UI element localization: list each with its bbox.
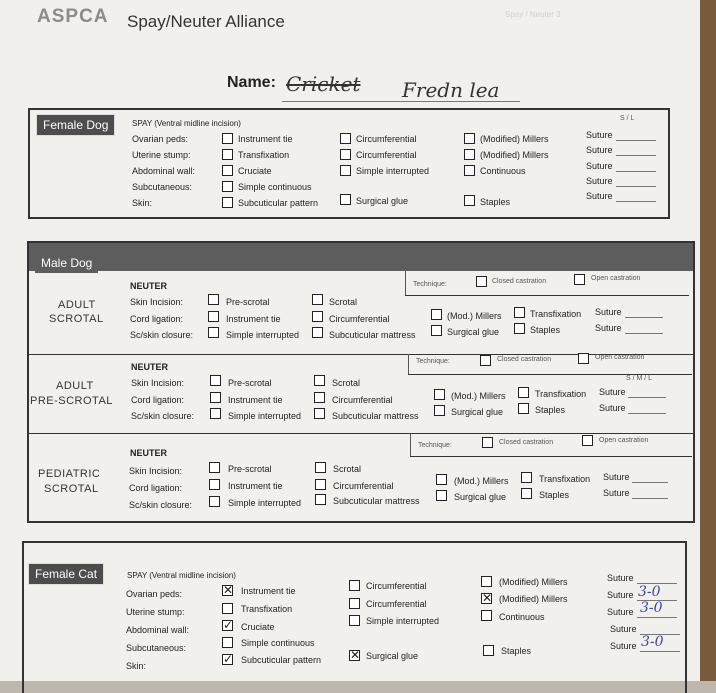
option-label: (Modified) Millers bbox=[499, 594, 568, 604]
option-label: Instrument tie bbox=[228, 481, 283, 491]
checkbox[interactable] bbox=[476, 276, 487, 287]
checkbox[interactable] bbox=[518, 403, 529, 414]
suture-label: Suture bbox=[610, 624, 637, 634]
suture-label: Suture bbox=[586, 130, 613, 140]
size-label: S / M / L bbox=[626, 375, 653, 382]
option-label: Simple interrupted bbox=[228, 411, 302, 421]
checkbox[interactable] bbox=[349, 615, 360, 626]
suture-label: Suture bbox=[599, 403, 626, 413]
row-label: Skin Incision: bbox=[129, 466, 183, 476]
neuter-label: NEUTER bbox=[130, 448, 168, 458]
option-label: Transfixation bbox=[241, 604, 293, 614]
checkbox[interactable] bbox=[434, 405, 445, 416]
option-label: Instrument tie bbox=[226, 314, 281, 324]
checkbox[interactable] bbox=[482, 437, 493, 448]
fc-row-label: Skin: bbox=[126, 661, 147, 671]
option-label: (Mod.) Millers bbox=[451, 391, 506, 401]
sub-divider bbox=[27, 354, 693, 355]
sub-name: ADULT bbox=[58, 299, 96, 311]
open-castration-label: Open castration bbox=[599, 437, 649, 444]
aspca-logo: ASPCA bbox=[37, 6, 109, 27]
checkbox[interactable] bbox=[481, 610, 492, 621]
option-label: Circumferential bbox=[356, 134, 417, 144]
checkbox[interactable] bbox=[222, 149, 233, 160]
option-label: Simple interrupted bbox=[228, 498, 302, 508]
option-label: Cruciate bbox=[238, 166, 272, 176]
option-label: Subcuticular mattress bbox=[332, 411, 419, 421]
row-label: Cord ligation: bbox=[131, 395, 185, 405]
checkbox[interactable] bbox=[480, 355, 491, 366]
checkbox[interactable] bbox=[431, 325, 442, 336]
checkbox[interactable] bbox=[210, 408, 221, 419]
option-label: Circumferential bbox=[333, 481, 394, 491]
checkbox[interactable] bbox=[312, 294, 323, 305]
fc-row-label: Uterine stump: bbox=[126, 607, 185, 617]
suture-label: Suture bbox=[607, 590, 634, 600]
checkbox[interactable] bbox=[315, 479, 326, 490]
female-cat-title: Female Cat bbox=[28, 563, 104, 585]
checkbox[interactable] bbox=[578, 353, 589, 364]
option-label: Circumferential bbox=[332, 395, 393, 405]
suture-label: Suture bbox=[603, 488, 630, 498]
suture-line[interactable] bbox=[616, 186, 656, 187]
open-castration-label: Open castration bbox=[591, 275, 641, 282]
option-label: Pre-scrotal bbox=[228, 378, 272, 388]
option-label: Pre-scrotal bbox=[228, 464, 272, 474]
closed-castration-label: Closed castration bbox=[499, 439, 554, 446]
checkbox[interactable] bbox=[431, 309, 442, 320]
checkbox[interactable] bbox=[208, 294, 219, 305]
suture-line[interactable] bbox=[616, 201, 656, 202]
option-label: Pre-scrotal bbox=[226, 297, 270, 307]
option-label: Subcuticular mattress bbox=[333, 496, 420, 506]
checkbox[interactable] bbox=[209, 479, 220, 490]
suture-line[interactable] bbox=[616, 171, 656, 172]
option-label: (Modified) Millers bbox=[499, 577, 568, 587]
option-label: Simple interrupted bbox=[356, 166, 430, 176]
option-label: Surgical glue bbox=[447, 327, 500, 337]
checkbox[interactable] bbox=[210, 392, 221, 403]
option-label: Circumferential bbox=[356, 150, 417, 160]
faint-header-text: Spay / Neuter 3 bbox=[505, 10, 561, 19]
checkbox[interactable] bbox=[518, 387, 529, 398]
checkbox[interactable] bbox=[315, 494, 326, 505]
sub-name: ADULT bbox=[56, 380, 94, 392]
open-castration-label: Open castration bbox=[595, 354, 645, 361]
option-label: Simple continuous bbox=[238, 182, 312, 192]
female-dog-spay-heading: SPAY (Ventral midline incision) bbox=[132, 119, 241, 128]
checkbox[interactable] bbox=[464, 133, 475, 144]
checkbox[interactable] bbox=[222, 637, 233, 648]
checkbox[interactable] bbox=[314, 408, 325, 419]
option-label: Transfixation bbox=[535, 389, 587, 399]
handwritten-suture-size: 3-0 bbox=[640, 600, 663, 616]
fc-row-label: Ovarian peds: bbox=[126, 589, 183, 599]
checkbox[interactable] bbox=[222, 133, 233, 144]
option-label: Staples bbox=[535, 405, 566, 415]
option-label: Instrument tie bbox=[228, 395, 283, 405]
suture-line[interactable] bbox=[616, 155, 656, 156]
checkbox[interactable] bbox=[464, 149, 475, 160]
suture-label: Suture bbox=[595, 323, 622, 333]
option-label: Scrotal bbox=[333, 464, 362, 474]
suture-label: Suture bbox=[586, 145, 613, 155]
checkbox-checked[interactable]: ✓ bbox=[223, 652, 234, 666]
option-label: (Modified) Millers bbox=[480, 150, 549, 160]
suture-line[interactable] bbox=[616, 140, 656, 141]
technique-underline bbox=[405, 295, 689, 296]
fd-row-label: Abdominal wall: bbox=[132, 166, 196, 176]
checkbox[interactable] bbox=[222, 165, 233, 176]
neuter-label: NEUTER bbox=[130, 281, 168, 291]
option-label: Staples bbox=[480, 197, 511, 207]
row-label: Sc/skin closure: bbox=[131, 411, 195, 421]
row-label: Sc/skin closure: bbox=[129, 500, 193, 510]
handwritten-suture-size: 3-0 bbox=[638, 584, 661, 600]
checkbox[interactable] bbox=[349, 580, 360, 591]
fd-row-label: Skin: bbox=[132, 198, 153, 208]
option-label: Staples bbox=[539, 490, 570, 500]
option-label: Instrument tie bbox=[238, 134, 293, 144]
technique-divider bbox=[408, 354, 409, 374]
row-label: Sc/skin closure: bbox=[130, 330, 194, 340]
technique-label: Technique: bbox=[413, 281, 447, 288]
row-label: Skin Incision: bbox=[131, 378, 185, 388]
option-label: Circumferential bbox=[366, 581, 427, 591]
checkbox[interactable] bbox=[349, 598, 360, 609]
checkbox[interactable] bbox=[574, 274, 585, 285]
option-label: Transfixation bbox=[539, 474, 591, 484]
checkbox[interactable] bbox=[312, 327, 323, 338]
checkbox[interactable] bbox=[514, 307, 525, 318]
sub-divider bbox=[27, 433, 693, 434]
checkbox[interactable] bbox=[434, 389, 445, 400]
table-edge bbox=[700, 0, 716, 681]
fc-row-label: Subcutaneous: bbox=[126, 643, 187, 653]
suture-label: Suture bbox=[607, 573, 634, 583]
suture-label: Suture bbox=[586, 161, 613, 171]
handwritten-suture-size: 3-0 bbox=[641, 634, 664, 650]
fd-row-label: Subcutaneous: bbox=[132, 182, 193, 192]
name-handwritten: Fredn lea bbox=[402, 78, 500, 102]
checkbox[interactable] bbox=[521, 488, 532, 499]
technique-label: Technique: bbox=[418, 442, 452, 449]
closed-castration-label: Closed castration bbox=[497, 356, 552, 363]
checkbox-checked[interactable]: ✕ bbox=[482, 591, 493, 605]
fd-row-label: Uterine stump: bbox=[132, 150, 191, 160]
sub-name: PRE-SCROTAL bbox=[30, 395, 113, 407]
option-label: Continuous bbox=[499, 612, 545, 622]
technique-underline bbox=[410, 456, 692, 457]
suture-line[interactable] bbox=[625, 333, 663, 334]
technique-label: Technique: bbox=[416, 358, 450, 365]
option-label: Transfixation bbox=[238, 150, 290, 160]
checkbox[interactable] bbox=[208, 327, 219, 338]
checkbox[interactable] bbox=[222, 603, 233, 614]
suture-line[interactable] bbox=[632, 482, 668, 483]
checkbox[interactable] bbox=[464, 165, 475, 176]
option-label: Simple interrupted bbox=[226, 330, 300, 340]
name-underline bbox=[282, 101, 520, 102]
checkbox[interactable] bbox=[314, 392, 325, 403]
fc-row-label: Abdominal wall: bbox=[126, 625, 190, 635]
checkbox[interactable] bbox=[481, 576, 492, 587]
option-label: Surgical glue bbox=[356, 196, 409, 206]
closed-castration-label: Closed castration bbox=[492, 278, 547, 285]
checkbox[interactable] bbox=[483, 645, 494, 656]
suture-label: Suture bbox=[607, 607, 634, 617]
checkbox[interactable] bbox=[436, 474, 447, 485]
option-label: Scrotal bbox=[329, 297, 358, 307]
option-label: Cruciate bbox=[241, 622, 275, 632]
suture-label: Suture bbox=[603, 472, 630, 482]
female-dog-size: S / L bbox=[620, 115, 635, 122]
option-label: Transfixation bbox=[530, 309, 582, 319]
option-label: Staples bbox=[501, 646, 532, 656]
checkbox[interactable] bbox=[222, 181, 233, 192]
option-label: Surgical glue bbox=[451, 407, 504, 417]
checkbox[interactable] bbox=[514, 323, 525, 334]
suture-label: Suture bbox=[586, 176, 613, 186]
checkbox[interactable] bbox=[208, 311, 219, 322]
name-label: Name: bbox=[227, 74, 276, 91]
option-label: Subcuticular pattern bbox=[238, 198, 319, 208]
checkbox[interactable] bbox=[521, 472, 532, 483]
row-label: Cord ligation: bbox=[130, 314, 184, 324]
suture-label: Suture bbox=[610, 641, 637, 651]
fd-row-label: Ovarian peds: bbox=[132, 134, 189, 144]
checkbox[interactable] bbox=[209, 462, 220, 473]
checkbox[interactable] bbox=[464, 195, 475, 206]
suture-line[interactable] bbox=[632, 498, 668, 499]
option-label: (Mod.) Millers bbox=[454, 476, 509, 486]
checkbox[interactable] bbox=[315, 462, 326, 473]
option-label: Staples bbox=[530, 325, 561, 335]
male-dog-header-bar bbox=[29, 243, 693, 271]
option-label: (Mod.) Millers bbox=[447, 311, 502, 321]
suture-line[interactable] bbox=[628, 397, 666, 398]
option-label: Continuous bbox=[480, 166, 526, 176]
checkbox[interactable] bbox=[312, 311, 323, 322]
option-label: Instrument tie bbox=[241, 586, 296, 596]
suture-line[interactable] bbox=[625, 317, 663, 318]
checkbox[interactable] bbox=[340, 149, 351, 160]
suture-line[interactable] bbox=[637, 617, 677, 618]
option-label: Circumferential bbox=[329, 314, 390, 324]
neuter-label: NEUTER bbox=[131, 362, 169, 372]
checkbox[interactable] bbox=[314, 375, 325, 386]
option-label: Subcuticular pattern bbox=[241, 655, 322, 665]
brand-title: Spay/Neuter Alliance bbox=[127, 12, 285, 31]
sub-name: PEDIATRIC bbox=[38, 468, 101, 480]
option-label: Simple interrupted bbox=[366, 616, 440, 626]
male-dog-title: Male Dog bbox=[35, 253, 98, 273]
checkbox-checked[interactable]: ✓ bbox=[223, 618, 234, 632]
female-cat-header-space bbox=[24, 543, 685, 575]
checkbox[interactable] bbox=[340, 194, 351, 205]
suture-line[interactable] bbox=[640, 651, 680, 652]
suture-line[interactable] bbox=[628, 413, 666, 414]
technique-divider bbox=[405, 271, 406, 295]
technique-divider bbox=[410, 433, 411, 456]
suture-label: Suture bbox=[586, 191, 613, 201]
row-label: Skin Incision: bbox=[130, 297, 184, 307]
name-crossed-out: Cricket bbox=[286, 72, 361, 96]
option-label: Subcuticular mattress bbox=[329, 330, 416, 340]
checkbox[interactable] bbox=[209, 496, 220, 507]
sub-name: SCROTAL bbox=[49, 313, 104, 325]
checkbox[interactable] bbox=[210, 375, 221, 386]
option-label: (Modified) Millers bbox=[480, 134, 549, 144]
option-label: Circumferential bbox=[366, 599, 427, 609]
checkbox-checked[interactable]: ✕ bbox=[223, 583, 234, 597]
female-dog-title: Female Dog bbox=[36, 114, 115, 136]
option-label: Surgical glue bbox=[454, 492, 507, 502]
checkbox[interactable] bbox=[436, 490, 447, 501]
female-dog-section bbox=[28, 108, 670, 219]
row-label: Cord ligation: bbox=[129, 483, 183, 493]
sub-name: SCROTAL bbox=[44, 483, 99, 495]
option-label: Simple continuous bbox=[241, 638, 315, 648]
checkbox[interactable] bbox=[222, 197, 233, 208]
suture-label: Suture bbox=[599, 387, 626, 397]
checkbox[interactable] bbox=[340, 133, 351, 144]
checkbox[interactable] bbox=[340, 165, 351, 176]
checkbox-checked[interactable]: ✕ bbox=[350, 648, 361, 662]
suture-label: Suture bbox=[595, 307, 622, 317]
checkbox[interactable] bbox=[582, 435, 593, 446]
female-cat-spay-heading: SPAY (Ventral midline incision) bbox=[127, 571, 236, 580]
option-label: Scrotal bbox=[332, 378, 361, 388]
option-label: Surgical glue bbox=[366, 651, 419, 661]
